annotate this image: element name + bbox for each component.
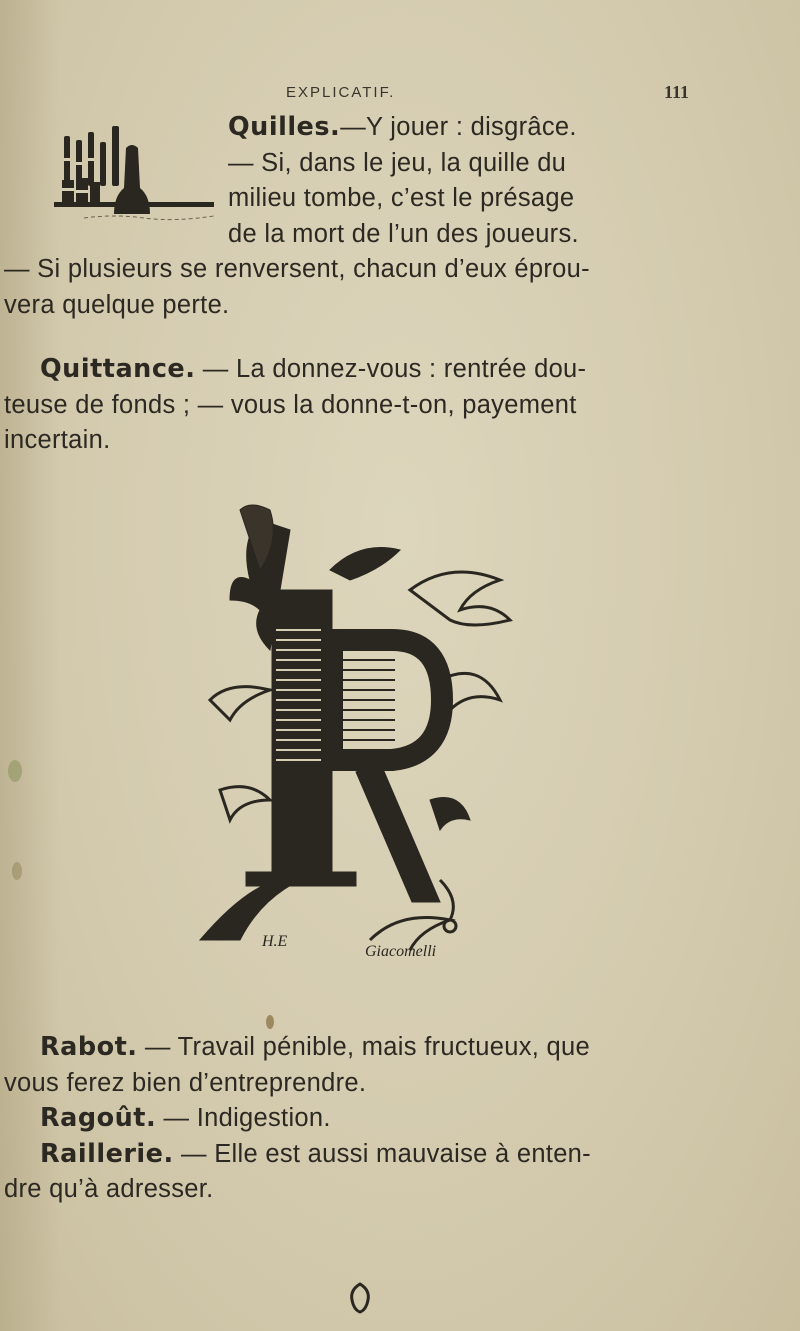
entry-line: vous ferez bien d’entreprendre. — [4, 1068, 367, 1097]
entry-line: Quilles.—Y jouer : disgrâce. — [228, 112, 577, 142]
running-title: EXPLICATIF. — [286, 84, 396, 101]
entry-line: teuse de fonds ; — vous la donne-t-on, payement — [4, 390, 577, 419]
entry-term: Rabot. — [40, 1032, 138, 1062]
ink-stain — [8, 760, 22, 782]
entry-line: Quittance. — La donnez-vous : rentrée dou- — [40, 354, 587, 384]
signature-left: H.E — [262, 933, 288, 950]
entry-line: — Si, dans le jeu, la quille du — [228, 148, 567, 177]
entry-line: vera quelque perte. — [4, 290, 230, 319]
entry-line: dre qu’à adresser. — [4, 1175, 214, 1203]
entry-line: Raillerie. — Elle est aussi mauvaise à enten- — [40, 1138, 591, 1169]
entry-line: — Si plusieurs se renversent, chacun d’eux éprou- — [4, 255, 590, 283]
entry-quilles — [0, 110, 760, 323]
signature-right: Giacomelli — [365, 943, 437, 960]
page-number: 111 — [664, 82, 690, 102]
entry-indented-block — [228, 110, 718, 252]
entry-term: Raillerie. — [40, 1138, 174, 1169]
entry-quittance — [0, 352, 760, 459]
page-header — [0, 84, 800, 108]
entry-line: Rabot. — Travail pénible, mais fructueux, que — [40, 1032, 590, 1062]
ornamental-letter-r-icon — [180, 500, 550, 980]
entry-term: Quittance. — [40, 354, 196, 384]
entry-line: incertain. — [4, 426, 111, 454]
tailpiece-icon — [346, 1280, 374, 1316]
entry-full-block — [4, 252, 724, 323]
ink-stain — [266, 1015, 274, 1029]
entry-term: Ragoût. — [40, 1103, 157, 1133]
entry-line: de la mort de l’un des joueurs. — [228, 219, 579, 248]
entry-line: milieu tombe, c’est le présage — [228, 184, 575, 212]
entry-term: Quilles. — [228, 112, 341, 142]
entry-line: Ragoût. — Indigestion. — [40, 1103, 331, 1133]
entries-bottom — [0, 1030, 760, 1208]
ink-stain — [12, 862, 22, 880]
